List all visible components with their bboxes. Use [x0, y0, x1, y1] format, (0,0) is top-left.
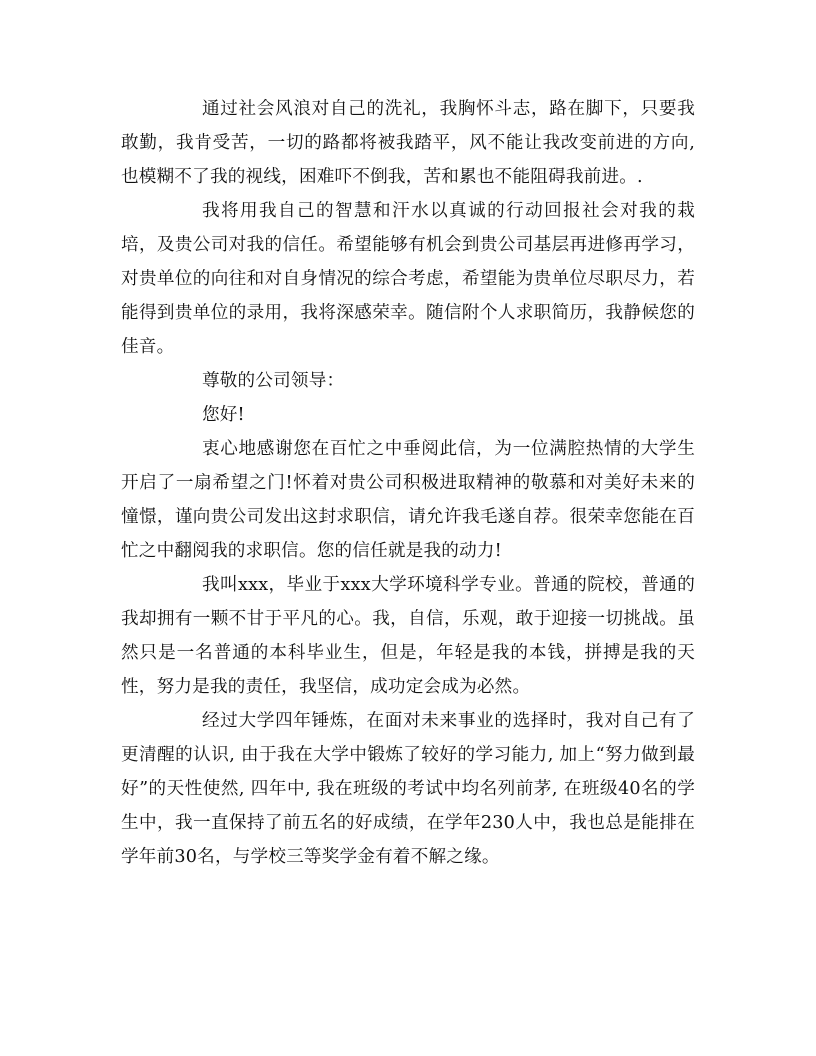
salutation: 尊敬的公司领导：	[201, 371, 345, 391]
greeting: 您好!	[201, 405, 245, 425]
paragraph-thanks: 衷心地感谢您在百忙之中垂阅此信，为一位满腔热情的大学生开启了一扇希望之门!怀着对贵公司积极进取精神的敬慕和对美好未来的憧憬，谨向贵公司发出这封求职信，请允许我毛遂自荐。很荣幸您能在百忙之中翻阅我的求职信。您的信任就是我的动力!	[121, 439, 695, 561]
paragraph-introduction: 我叫xxx，毕业于xxx大学环境科学专业。普通的院校，普通的我却拥有一颗不甘于平凡的心。我，自信，乐观，敢于迎接一切挑战。虽然只是一名普通的本科毕业生，但是，年轻是我的本钱，拼搏是我的天性，努力是我的责任，我坚信，成功定会成为必然。	[121, 575, 695, 697]
paragraph-perseverance: 通过社会风浪对自己的洗礼，我胸怀斗志，路在脚下，只要我敢勤，我肯受苦，一切的路都将被我踏平，风不能让我改变前进的方向, 也模糊不了我的视线，困难吓不倒我，苦和累也不能阻碍我前进。.	[121, 99, 695, 187]
paragraph-university-experience: 经过大学四年锤炼，在面对未来事业的选择时，我对自己有了更清醒的认识, 由于我在大学中锻炼了较好的学习能力, 加上“努力做到最好”的天性使然, 四年中, 我在班级的考试中均名列前茅, 在班级40名的学生中，我一直保持了前五名的好成绩，在学年230人中，我也总是能排在学年前30名，与学校三等奖学金有着不解之缘。	[121, 711, 695, 867]
letter-body	[121, 92, 695, 874]
paragraph-repay-company: 我将用我自己的智慧和汗水以真诚的行动回报社会对我的栽培，及贵公司对我的信任。希望能够有机会到贵公司基层再进修再学习，对贵单位的向往和对自身情况的综合考虑，希望能为贵单位尽职尽力，若能得到贵单位的录用，我将深感荣幸。随信附个人求职简历，我静候您的佳音。	[121, 201, 695, 357]
